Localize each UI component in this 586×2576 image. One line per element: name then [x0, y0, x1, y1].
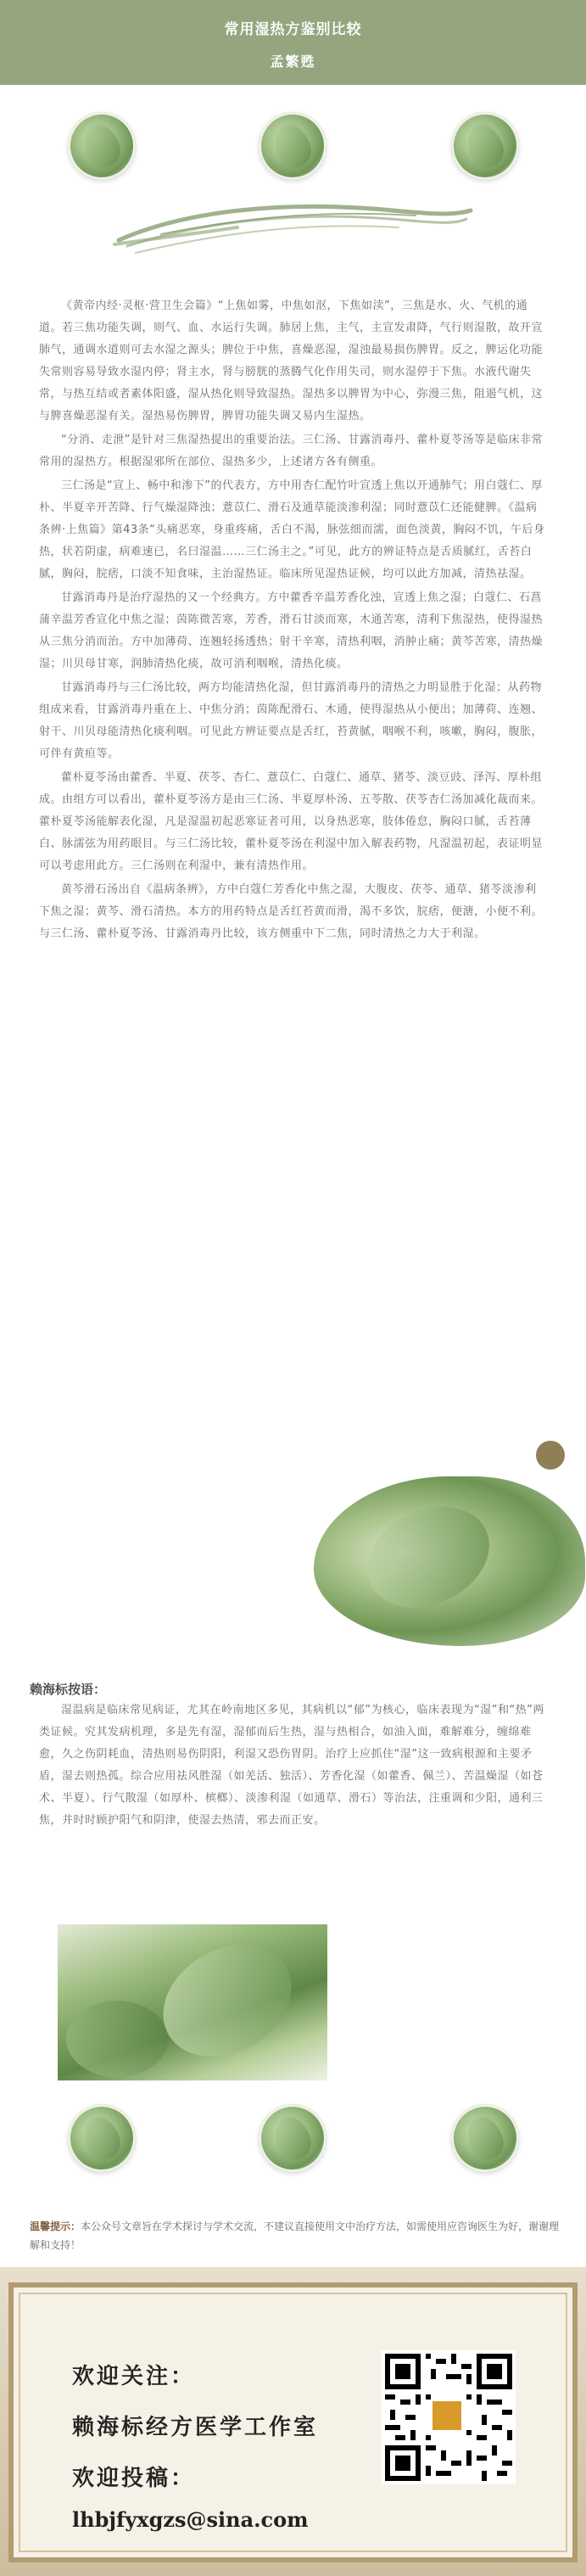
notice-text: 本公众号文章旨在学术探讨与学术交流，不建议直接使用文中治疗方法，如需使用应咨询医生为好，谢谢理解和支持！ [30, 2220, 560, 2251]
article-body [39, 295, 546, 947]
footer-studio-name: 赖海标经方医学工作室 [72, 2415, 319, 2440]
article-paragraph: 黄芩滑石汤出自《温病条辨》，方中白蔻仁芳香化中焦之湿，大腹皮、茯苓、通草、猪苓淡渗利下焦之湿；黄芩、滑石清热。本方的用药特点是舌红苔黄而滑，渴不多饮，脘痞，便溏，小便不利。与三仁汤、藿朴夏苓汤、甘露消毒丹比较，该方侧重中下二焦，同时清热之力大于利湿。 [39, 883, 544, 940]
article-paragraph: 藿朴夏苓汤由藿香、半夏、茯苓、杏仁、薏苡仁、白蔻仁、通草、猪苓、淡豆豉、泽泻、厚朴组成。由组方可以看出，藿朴夏苓汤方是由三仁汤、半夏厚朴汤、五苓散、茯苓杏仁汤加减化裁而来。藿朴夏苓汤能解表化湿，凡是湿温初起恶寒证者可用，以身热恶寒，肢体倦怠，胸闷口腻，舌苔薄白、脉濡弦为用药眼目。与三仁汤比较，藿朴夏苓汤在利湿中加入解表药物，凡湿温初起，表证明显可以考虑用此方。三仁汤则在利湿中，兼有清热作用。 [39, 771, 544, 872]
article-paragraph: 甘露消毒丹是治疗湿热的又一个经典方。方中藿香辛温芳香化浊，宣透上焦之湿；白蔻仁、石菖蒲辛温芳香宣化中焦之湿；茵陈微苦寒，芳香，滑石甘淡而寒，木通苦寒，清利下焦湿热，使得湿热从三焦分消而治。方中加薄荷、连翘轻扬透热；射干辛寒，清热利咽，消肿止痛；黄芩苦寒，清热燥湿；川贝母甘寒，润肺清热化痰，故可消利咽喉，清热化痰。 [39, 591, 544, 670]
commentary-title: 赖海标按语： [30, 1682, 107, 1697]
leaf-circle-image [259, 112, 326, 180]
leaf-circle-image [68, 2104, 136, 2172]
article-paragraph: 三仁汤是“宣上、畅中和渗下”的代表方，方中用杏仁配竹叶宣透上焦以开通肺气；用白蔻仁、厚朴、半夏辛开苦降、行气燥湿降浊；薏苡仁、滑石及通草能淡渗利湿；同时薏苡仁还能健脾。《温病条辨·上焦篇》第43条“头痛恶寒，身重疼痛，舌白不渴，脉弦细而濡，面色淡黄，胸闷不饥，午后身热，状若阴虚，病难速已，名曰湿温……三仁汤主之。”可见，此方的辨证特点是舌质腻红，舌苔白腻，胸闷，脘痞，口淡不知食味，主治湿热证。临床所见湿热证候，均可以此方加减，清热祛湿。 [39, 479, 545, 580]
leaf-circle-image [451, 2104, 519, 2172]
leaf-circle-image [259, 2104, 326, 2172]
leaf-circle-image [451, 112, 519, 180]
leaf-circle-image [68, 112, 136, 180]
author-name: 孟繁甦 [270, 53, 316, 70]
commentary-body [39, 1700, 546, 1832]
notice [30, 2217, 560, 2254]
header-banner [0, 0, 586, 85]
article-paragraph: “分消、走泄”是针对三焦湿热提出的重要治法。三仁汤、甘露消毒丹、藿朴夏苓汤等是临床非常常用的湿热方。根据湿邪所在部位、湿热多少，上述诸方各有侧重。 [39, 434, 543, 468]
leaf-blob-image [314, 1476, 585, 1646]
footer-follow-label: 欢迎关注： [72, 2364, 196, 2389]
article-paragraph: 甘露消毒丹与三仁汤比较，两方均能清热化湿，但甘露消毒丹的清热之力明显胜于化湿；从药物组成来看，甘露消毒丹重在上、中焦分消；茵陈配滑石、木通，使得湿热从小便出；加薄荷、连翘、射干、川贝母能清热化痰利咽。可见此方辨证要点是舌红，苔黄腻，咽喉不利，咳嗽，胸闷，腹胀，可伴有黄疸等。 [39, 681, 544, 760]
article-paragraph: 《黄帝内经·灵枢·营卫生会篇》“上焦如雾，中焦如沤，下焦如渎”，三焦是水、火、气机的通道。若三焦功能失调，则气、血、水运行失调。肺居上焦，主气，主宣发肃降，气行则湿散，故开宣肺气，通调水道则可去水湿之源头；脾位于中焦，喜燥恶湿，湿浊最易损伤脾胃。反之，脾运化功能失常则容易导致水湿内停；肾主水，肾与膀胱的蒸腾气化作用失司，则水湿停于下焦。水液代谢失常，与热互结或者素体阳盛，湿从热化则导致湿热。湿热多以脾胃为中心，弥漫三焦，阻遏气机，这与脾喜燥恶湿有关。湿热易伤脾胃，脾胃功能失调又易内生湿热。 [39, 300, 544, 423]
decorative-dot [536, 1441, 565, 1470]
commentary-paragraph: 湿温病是临床常见病证，尤其在岭南地区多见，其病机以“郁”为核心，临床表现为“湿”和“热”两类证候。究其发病机理，多是先有湿，湿郁而后生热，湿与热相合，如油入面，难解难分，缠绵难愈，久之伤阴耗血，清热则易伤阴阳，利湿又恐伤胃阴。治疗上应抓住“湿”这一致病根源和主要矛盾，湿去则热孤。综合应用祛风胜湿（如羌活、独活）、芳香化湿（如藿香、佩兰）、苦温燥湿（如苍术、半夏）、行气散湿（如厚朴、槟榔）、淡渗利湿（如通草、滑石）等治法，注重调和少阳，通利三焦，并时时顾护阳气和阴津，使湿去热清，邪去而正安。 [39, 1704, 544, 1827]
qr-logo-icon [431, 2400, 463, 2432]
brush-stroke-decoration [110, 193, 475, 261]
footer-email[interactable]: lhbjfyxgzs@sina.com [72, 2507, 309, 2532]
footer-submit-label: 欢迎投稿： [72, 2466, 196, 2491]
page-title: 常用湿热方鉴别比较 [224, 21, 362, 38]
leaf-photo [58, 1924, 327, 2080]
notice-label: 温馨提示： [30, 2220, 81, 2232]
